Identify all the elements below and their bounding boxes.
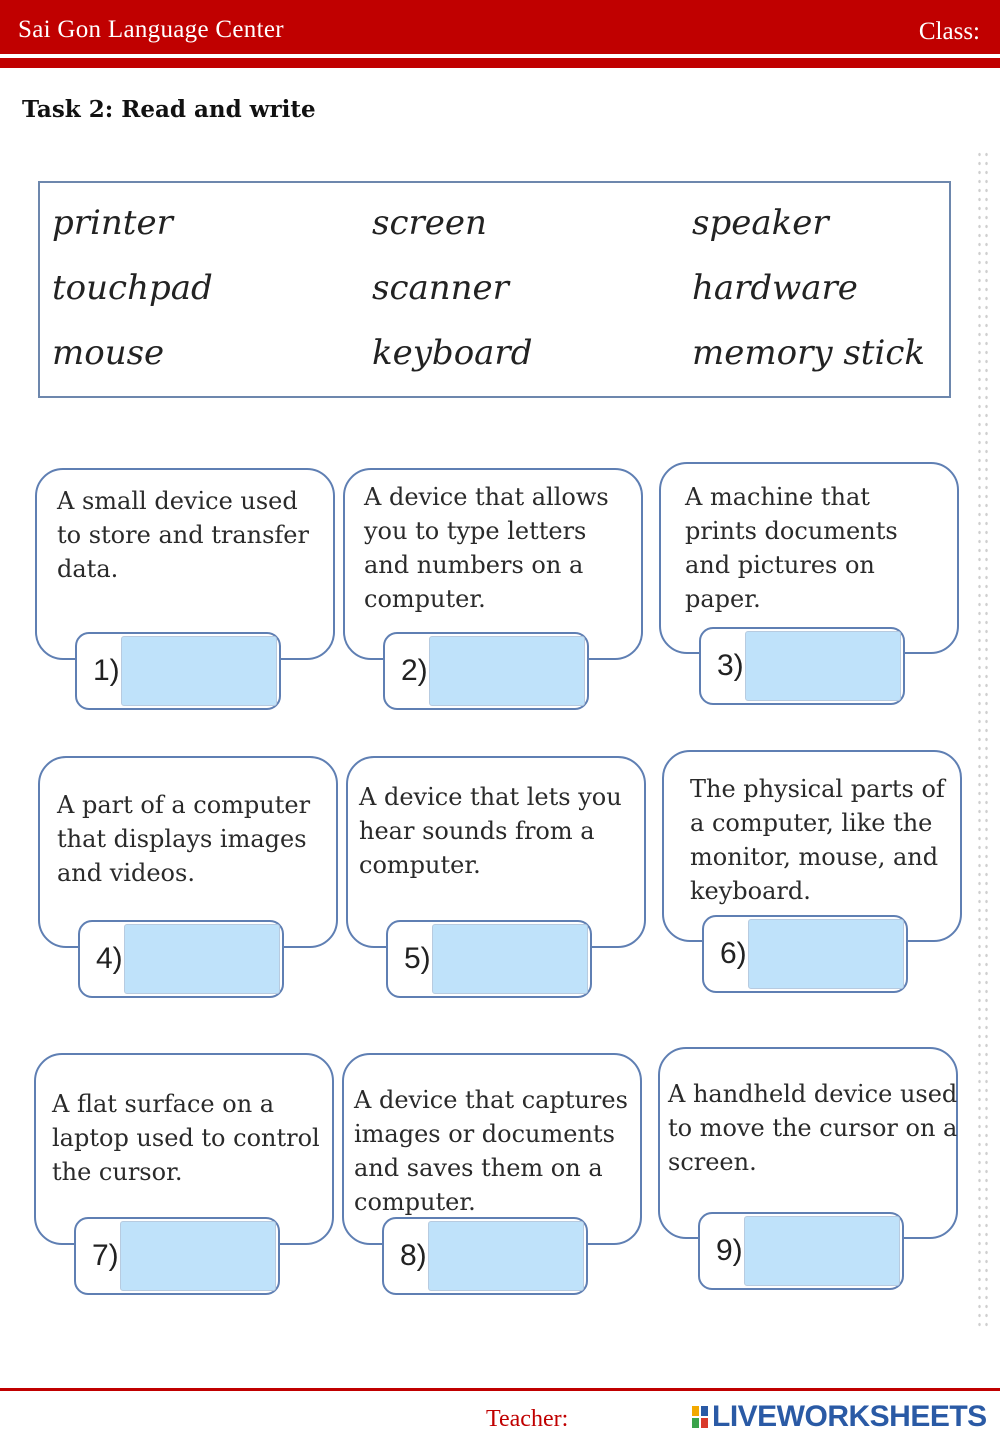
footer-divider (0, 1388, 1000, 1391)
answer-input-5[interactable] (432, 924, 588, 994)
card-description: A device that lets you hear sounds from a computer. (359, 783, 622, 879)
answer-input-6[interactable] (748, 919, 904, 989)
answer-box-5 (386, 920, 592, 998)
decorative-dots (976, 150, 990, 1330)
answer-number: 9) (716, 1234, 743, 1267)
task-title: Task 2: Read and write (22, 96, 316, 123)
word-bank-item: keyboard (372, 333, 533, 373)
answer-input-9[interactable] (744, 1216, 900, 1286)
card-description: A device that captures images or documents and saves them on a computer. (354, 1086, 628, 1216)
answer-box-3 (699, 627, 905, 705)
center-name: Sai Gon Language Center (18, 16, 284, 43)
answer-number: 3) (717, 649, 744, 682)
definition-card-9 (658, 1047, 958, 1239)
definition-card-6 (662, 750, 962, 942)
answer-number: 4) (96, 942, 123, 975)
word-bank-item: screen (372, 203, 487, 243)
answer-input-3[interactable] (745, 631, 901, 701)
word-bank-item: memory stick (692, 333, 925, 373)
answer-box-4 (78, 920, 284, 998)
header-bar (0, 0, 1000, 54)
word-bank (38, 181, 951, 398)
answer-box-9 (698, 1212, 904, 1290)
word-bank-item: printer (52, 203, 173, 243)
word-bank-item: mouse (52, 333, 165, 373)
answer-input-7[interactable] (120, 1221, 276, 1291)
word-bank-item: touchpad (52, 268, 213, 308)
card-description: The physical parts of a computer, like the monitor, mouse, and keyboard. (690, 775, 945, 905)
answer-input-8[interactable] (428, 1221, 584, 1291)
header-divider (0, 58, 1000, 68)
answer-input-4[interactable] (124, 924, 280, 994)
card-description: A flat surface on a laptop used to control the cursor. (52, 1090, 320, 1186)
word-bank-item: hardware (692, 268, 858, 308)
definition-card-3 (659, 462, 959, 654)
liveworksheets-logo[interactable]: LIVEWORKSHEETS (712, 1400, 987, 1433)
answer-box-1 (75, 632, 281, 710)
answer-input-1[interactable] (121, 636, 277, 706)
card-description: A small device used to store and transfer data. (57, 487, 309, 583)
answer-number: 6) (720, 937, 747, 970)
answer-number: 2) (401, 654, 428, 687)
class-label: Class: (918, 18, 980, 45)
answer-number: 1) (93, 654, 120, 687)
teacher-label: Teacher: (486, 1406, 569, 1432)
answer-box-6 (702, 915, 908, 993)
card-description: A handheld device used to move the cursor on a screen. (668, 1080, 958, 1176)
answer-input-2[interactable] (429, 636, 585, 706)
word-bank-item: scanner (372, 268, 509, 308)
card-description: A part of a computer that displays images and videos. (57, 791, 311, 887)
word-bank-item: speaker (692, 203, 829, 243)
answer-number: 5) (404, 942, 431, 975)
answer-number: 8) (400, 1239, 427, 1272)
answer-number: 7) (92, 1239, 119, 1272)
card-description: A device that allows you to type letters and numbers on a computer. (364, 483, 609, 613)
card-description: A machine that prints documents and pictures on paper. (685, 483, 898, 613)
liveworksheets-logo-icon (692, 1406, 708, 1428)
answer-box-7 (74, 1217, 280, 1295)
answer-box-8 (382, 1217, 588, 1295)
answer-box-2 (383, 632, 589, 710)
